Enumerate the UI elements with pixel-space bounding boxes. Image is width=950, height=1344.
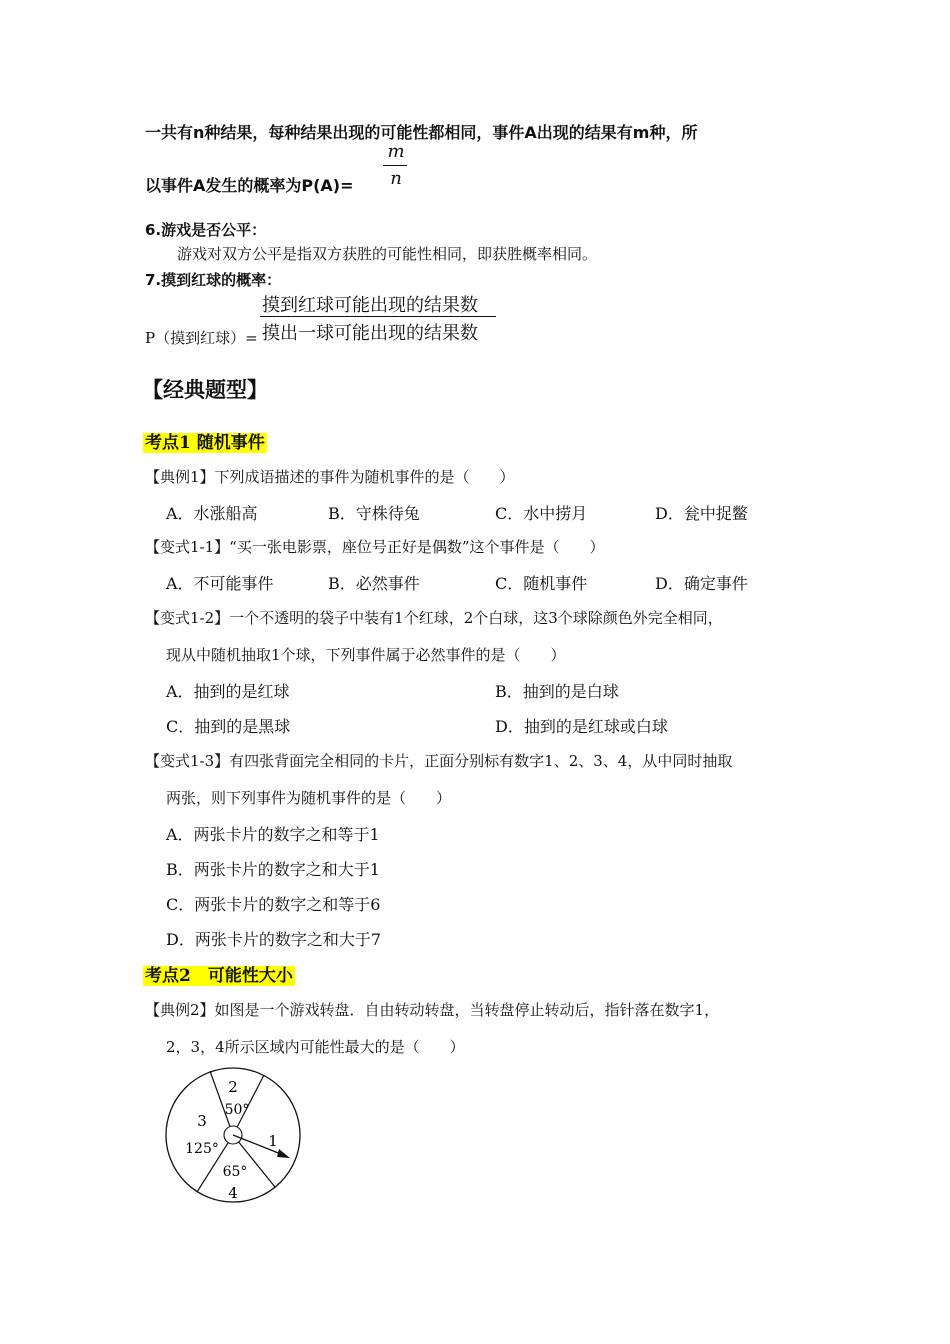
formula-denominator: n xyxy=(390,168,402,189)
variant1-3-option-d: D．两张卡片的数字之和大于7 xyxy=(166,930,382,949)
section7-numerator: 摸到红球可能出现的结果数 xyxy=(262,295,478,316)
variant1-1-option-c: C．随机事件 xyxy=(495,574,588,593)
spinner-label-2: 2 xyxy=(228,1078,238,1096)
spinner-pointer-head xyxy=(277,1149,290,1158)
section7-label: P（摸到红球）= xyxy=(145,329,258,347)
spinner-angle-2: 50° xyxy=(224,1102,250,1118)
variant1-2-option-b: B．抽到的是白球 xyxy=(495,682,619,701)
example2-stem-line2: 2，3，4所示区域内可能性最大的是（ ） xyxy=(166,1038,465,1056)
variant1-3-option-b: B．两张卡片的数字之和大于1 xyxy=(166,860,380,879)
section7-heading: 7.摸到红球的概率： xyxy=(145,271,282,289)
variant1-2-stem-line1: 【变式1-2】一个不透明的袋子中装有1个红球，2个白球，这3个球除颜色外完全相同， xyxy=(145,609,723,627)
variant1-3-option-a: A．两张卡片的数字之和等于1 xyxy=(166,825,380,844)
section7-fraction-bar xyxy=(260,316,496,317)
variant1-2-option-d: D．抽到的是红球或白球 xyxy=(495,717,668,736)
variant1-1-option-b: B．必然事件 xyxy=(328,574,420,593)
example1-option-b: B．守株待兔 xyxy=(328,504,420,523)
formula-fraction-bar xyxy=(383,165,407,166)
variant1-1-stem: 【变式1-1】“买一张电影票，座位号正好是偶数”这个事件是（ ） xyxy=(145,538,605,556)
formula-numerator: m xyxy=(387,141,405,162)
formula-intro-line2: 以事件A发生的概率为P(A)= xyxy=(145,176,354,195)
example1-option-d: D．瓮中捉鳖 xyxy=(655,504,748,523)
spinner-label-4: 4 xyxy=(228,1184,238,1202)
variant1-3-stem-line2: 两张，则下列事件为随机事件的是（ ） xyxy=(166,789,452,807)
spinner-figure xyxy=(160,1064,310,1209)
variant1-1-option-a: A．不可能事件 xyxy=(166,574,274,593)
variant1-2-option-a: A．抽到的是红球 xyxy=(166,682,290,701)
spinner-label-1: 1 xyxy=(268,1132,278,1150)
formula-intro-line1: 一共有n种结果，每种结果出现的可能性都相同，事件A出现的结果有m种，所 xyxy=(145,123,698,142)
point2-title: 考点2 可能性大小 xyxy=(145,966,293,986)
variant1-2-option-c: C．抽到的是黑球 xyxy=(166,717,291,736)
spinner-angle-3: 125° xyxy=(185,1141,219,1157)
variant1-2-stem-line2: 现从中随机抽取1个球，下列事件属于必然事件的是（ ） xyxy=(166,646,566,664)
variant1-3-stem-line1: 【变式1-3】有四张背面完全相同的卡片，正面分别标有数字1、2、3、4，从中同时抽取 xyxy=(145,752,733,770)
section6-body: 游戏对双方公平是指双方获胜的可能性相同，即获胜概率相同。 xyxy=(177,245,598,263)
example1-option-a: A．水涨船高 xyxy=(166,504,258,523)
spinner-label-3: 3 xyxy=(197,1112,207,1130)
spinner-angle-4: 65° xyxy=(222,1164,248,1180)
point1-title: 考点1 随机事件 xyxy=(145,433,265,453)
section6-heading: 6.游戏是否公平： xyxy=(145,221,267,239)
example1-option-c: C．水中捞月 xyxy=(495,504,588,523)
variant1-3-option-c: C．两张卡片的数字之和等于6 xyxy=(166,895,381,914)
example2-stem-line1: 【典例2】如图是一个游戏转盘．自由转动转盘，当转盘停止转动后，指针落在数字1， xyxy=(145,1001,720,1019)
variant1-1-option-d: D．确定事件 xyxy=(655,574,748,593)
example1-stem: 【典例1】下列成语描述的事件为随机事件的是（ ） xyxy=(145,468,515,486)
classic-title: 【经典题型】 xyxy=(142,378,268,402)
section7-denominator: 摸出一球可能出现的结果数 xyxy=(262,323,478,344)
